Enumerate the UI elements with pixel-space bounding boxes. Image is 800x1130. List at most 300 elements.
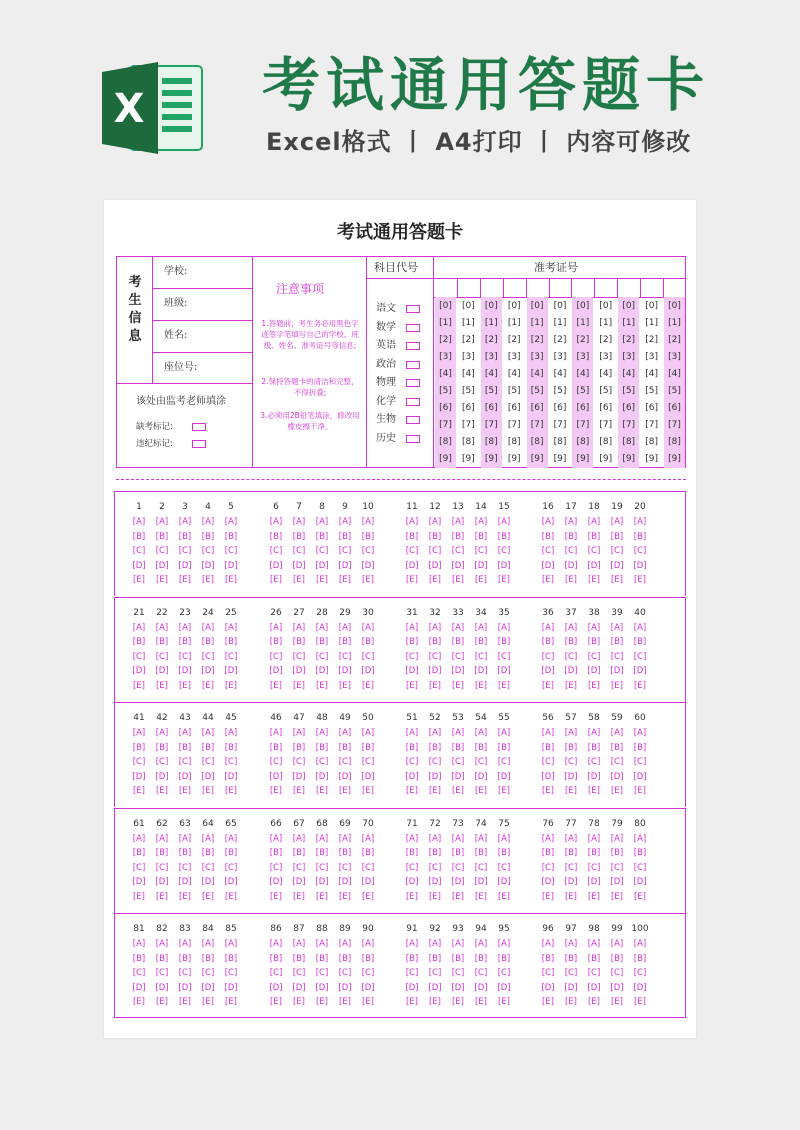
answer-option[interactable]: [D]: [541, 666, 555, 676]
answer-option[interactable]: [D]: [633, 877, 647, 887]
answer-option[interactable]: [C]: [292, 968, 306, 978]
answer-option[interactable]: [A]: [610, 517, 624, 527]
answer-option[interactable]: [E]: [224, 786, 237, 796]
answer-option[interactable]: [C]: [315, 968, 329, 978]
answer-option[interactable]: [E]: [315, 997, 328, 1007]
answer-option[interactable]: [D]: [497, 982, 511, 993]
answer-option[interactable]: [C]: [132, 546, 146, 556]
answer-option[interactable]: [A]: [201, 833, 215, 844]
answer-option[interactable]: [E]: [132, 575, 145, 585]
answer-option[interactable]: [D]: [201, 771, 215, 782]
id-digit-option[interactable]: [2]: [645, 335, 658, 345]
answer-option[interactable]: [D]: [201, 982, 215, 993]
id-digit-option[interactable]: [2]: [462, 335, 475, 345]
answer-option[interactable]: [D]: [610, 666, 624, 676]
answer-option[interactable]: [A]: [541, 517, 555, 527]
id-digit-option[interactable]: [2]: [599, 335, 613, 345]
id-digit-option[interactable]: [5]: [484, 386, 498, 396]
id-digit-option[interactable]: [1]: [645, 318, 658, 328]
id-digit-option[interactable]: [2]: [668, 335, 681, 345]
answer-option[interactable]: [A]: [201, 517, 215, 527]
answer-option[interactable]: [C]: [292, 862, 306, 873]
answer-option[interactable]: [A]: [564, 833, 578, 844]
answer-option[interactable]: [C]: [541, 546, 555, 556]
answer-option[interactable]: [B]: [132, 742, 146, 753]
answer-option[interactable]: [B]: [315, 637, 329, 647]
subject-box[interactable]: [406, 398, 420, 406]
answer-option[interactable]: [D]: [633, 560, 647, 571]
answer-option[interactable]: [D]: [497, 666, 511, 676]
answer-option[interactable]: [B]: [132, 531, 146, 542]
answer-option[interactable]: [A]: [497, 728, 511, 738]
id-digit-option[interactable]: [3]: [599, 352, 613, 362]
answer-option[interactable]: [B]: [315, 848, 329, 858]
answer-option[interactable]: [C]: [292, 757, 306, 767]
answer-option[interactable]: [E]: [201, 786, 214, 796]
answer-option[interactable]: [A]: [315, 517, 329, 527]
subject-box[interactable]: [406, 305, 420, 313]
id-digit-option[interactable]: [4]: [484, 369, 498, 379]
answer-option[interactable]: [C]: [564, 651, 578, 662]
answer-option[interactable]: [B]: [155, 848, 169, 858]
answer-option[interactable]: [A]: [315, 833, 329, 844]
answer-option[interactable]: [B]: [497, 531, 511, 542]
answer-option[interactable]: [A]: [132, 517, 146, 527]
answer-option[interactable]: [D]: [564, 666, 578, 676]
answer-option[interactable]: [B]: [564, 742, 578, 753]
answer-option[interactable]: [B]: [564, 637, 578, 647]
answer-option[interactable]: [D]: [224, 560, 238, 571]
answer-option[interactable]: [C]: [178, 757, 192, 767]
answer-option[interactable]: [A]: [132, 728, 146, 738]
answer-option[interactable]: [B]: [587, 848, 601, 858]
id-digit-option[interactable]: [5]: [668, 386, 681, 396]
id-digit-option[interactable]: [9]: [439, 454, 452, 464]
answer-option[interactable]: [D]: [610, 877, 624, 887]
answer-option[interactable]: [C]: [201, 968, 215, 978]
answer-option[interactable]: [A]: [224, 939, 238, 949]
answer-option[interactable]: [D]: [428, 560, 442, 571]
id-digit-option[interactable]: [3]: [507, 352, 521, 362]
answer-option[interactable]: [C]: [292, 651, 306, 662]
answer-option[interactable]: [B]: [132, 953, 146, 964]
answer-option[interactable]: [E]: [155, 786, 168, 796]
answer-option[interactable]: [B]: [428, 531, 442, 542]
answer-option[interactable]: [A]: [361, 833, 375, 844]
answer-option[interactable]: [E]: [224, 575, 237, 585]
answer-option[interactable]: [C]: [224, 546, 238, 556]
answer-option[interactable]: [D]: [633, 771, 647, 782]
answer-option[interactable]: [B]: [428, 637, 442, 647]
answer-option[interactable]: [C]: [224, 862, 238, 873]
id-digit-option[interactable]: [9]: [507, 454, 521, 464]
answer-option[interactable]: [D]: [633, 982, 647, 993]
answer-option[interactable]: [C]: [405, 651, 419, 662]
answer-option[interactable]: [B]: [428, 742, 442, 753]
answer-option[interactable]: [D]: [269, 771, 283, 782]
answer-option[interactable]: [D]: [178, 560, 192, 571]
answer-option[interactable]: [D]: [132, 982, 146, 993]
subject-box[interactable]: [406, 379, 420, 387]
answer-option[interactable]: [C]: [338, 862, 352, 873]
answer-option[interactable]: [A]: [315, 728, 329, 738]
answer-option[interactable]: [A]: [292, 622, 306, 633]
answer-option[interactable]: [E]: [474, 680, 487, 691]
answer-option[interactable]: [E]: [292, 891, 305, 902]
answer-option[interactable]: [D]: [405, 666, 419, 676]
id-digit-option[interactable]: [2]: [439, 335, 452, 345]
answer-option[interactable]: [B]: [269, 848, 283, 858]
answer-option[interactable]: [D]: [451, 877, 465, 887]
answer-option[interactable]: [D]: [155, 560, 169, 571]
answer-option[interactable]: [A]: [155, 622, 169, 633]
answer-option[interactable]: [E]: [292, 997, 305, 1007]
id-digit-option[interactable]: [7]: [622, 420, 636, 430]
answer-option[interactable]: [D]: [132, 771, 146, 782]
answer-option[interactable]: [E]: [564, 786, 577, 796]
answer-option[interactable]: [E]: [155, 891, 168, 902]
answer-option[interactable]: [C]: [451, 968, 465, 978]
id-digit-option[interactable]: [9]: [462, 454, 475, 464]
answer-option[interactable]: [A]: [132, 622, 146, 633]
answer-option[interactable]: [D]: [361, 771, 375, 782]
answer-option[interactable]: [D]: [292, 560, 306, 571]
answer-option[interactable]: [D]: [451, 666, 465, 676]
answer-option[interactable]: [D]: [474, 982, 488, 993]
answer-option[interactable]: [E]: [269, 680, 282, 691]
answer-option[interactable]: [D]: [269, 877, 283, 887]
answer-option[interactable]: [D]: [361, 560, 375, 571]
id-digit-option[interactable]: [0]: [599, 301, 613, 311]
id-digit-option[interactable]: [7]: [599, 420, 613, 430]
answer-option[interactable]: [A]: [541, 728, 555, 738]
answer-option[interactable]: [C]: [315, 546, 329, 556]
answer-option[interactable]: [D]: [405, 877, 419, 887]
answer-option[interactable]: [E]: [269, 575, 282, 585]
answer-option[interactable]: [A]: [451, 622, 465, 633]
answer-option[interactable]: [E]: [178, 891, 191, 902]
answer-option[interactable]: [A]: [428, 622, 442, 633]
answer-option[interactable]: [B]: [497, 637, 511, 647]
answer-option[interactable]: [A]: [474, 728, 488, 738]
answer-option[interactable]: [E]: [564, 680, 577, 691]
answer-option[interactable]: [B]: [587, 953, 601, 964]
answer-option[interactable]: [C]: [224, 968, 238, 978]
answer-option[interactable]: [C]: [132, 757, 146, 767]
answer-option[interactable]: [A]: [497, 517, 511, 527]
answer-option[interactable]: [E]: [587, 786, 600, 796]
answer-option[interactable]: [C]: [428, 968, 442, 978]
answer-option[interactable]: [B]: [224, 531, 238, 542]
answer-option[interactable]: [E]: [451, 786, 464, 796]
answer-option[interactable]: [D]: [338, 982, 352, 993]
id-digit-option[interactable]: [1]: [576, 318, 590, 328]
id-digit-option[interactable]: [6]: [507, 403, 521, 413]
answer-option[interactable]: [E]: [541, 891, 554, 902]
answer-option[interactable]: [E]: [564, 997, 577, 1007]
answer-option[interactable]: [C]: [497, 968, 511, 978]
answer-option[interactable]: [D]: [224, 771, 238, 782]
answer-option[interactable]: [A]: [610, 622, 624, 633]
answer-option[interactable]: [C]: [541, 862, 555, 873]
answer-option[interactable]: [D]: [564, 877, 578, 887]
answer-option[interactable]: [A]: [428, 833, 442, 844]
answer-option[interactable]: [B]: [338, 742, 352, 753]
answer-option[interactable]: [B]: [497, 848, 511, 858]
answer-option[interactable]: [D]: [428, 877, 442, 887]
id-digit-option[interactable]: [2]: [622, 335, 636, 345]
answer-option[interactable]: [D]: [428, 982, 442, 993]
id-digit-option[interactable]: [5]: [530, 386, 544, 396]
id-digit-option[interactable]: [5]: [507, 386, 521, 396]
answer-option[interactable]: [D]: [201, 666, 215, 676]
answer-option[interactable]: [A]: [269, 939, 283, 949]
id-digit-option[interactable]: [5]: [645, 386, 658, 396]
answer-option[interactable]: [C]: [564, 546, 578, 556]
answer-option[interactable]: [D]: [361, 877, 375, 887]
id-digit-option[interactable]: [4]: [668, 369, 681, 379]
answer-option[interactable]: [B]: [610, 848, 624, 858]
answer-option[interactable]: [E]: [451, 997, 464, 1007]
id-digit-option[interactable]: [1]: [439, 318, 452, 328]
answer-option[interactable]: [E]: [633, 997, 646, 1007]
id-digit-option[interactable]: [1]: [553, 318, 567, 328]
answer-option[interactable]: [D]: [451, 560, 465, 571]
answer-option[interactable]: [B]: [405, 742, 419, 753]
answer-option[interactable]: [C]: [451, 757, 465, 767]
answer-option[interactable]: [C]: [361, 651, 375, 662]
answer-option[interactable]: [C]: [474, 546, 488, 556]
id-digit-option[interactable]: [0]: [645, 301, 658, 311]
answer-option[interactable]: [A]: [587, 728, 601, 738]
answer-option[interactable]: [B]: [292, 742, 306, 753]
answer-option[interactable]: [E]: [315, 786, 328, 796]
answer-option[interactable]: [B]: [564, 531, 578, 542]
answer-option[interactable]: [D]: [338, 771, 352, 782]
answer-option[interactable]: [B]: [474, 953, 488, 964]
id-digit-option[interactable]: [4]: [576, 369, 590, 379]
answer-option[interactable]: [A]: [587, 939, 601, 949]
answer-option[interactable]: [A]: [269, 517, 283, 527]
answer-option[interactable]: [C]: [155, 651, 169, 662]
answer-option[interactable]: [E]: [541, 575, 554, 585]
answer-option[interactable]: [C]: [361, 862, 375, 873]
answer-option[interactable]: [C]: [315, 862, 329, 873]
answer-option[interactable]: [E]: [497, 575, 510, 585]
id-digit-option[interactable]: [1]: [530, 318, 544, 328]
answer-option[interactable]: [A]: [610, 939, 624, 949]
answer-option[interactable]: [E]: [587, 575, 600, 585]
answer-option[interactable]: [A]: [633, 517, 647, 527]
id-digit-option[interactable]: [8]: [439, 437, 452, 447]
answer-option[interactable]: [D]: [474, 666, 488, 676]
answer-option[interactable]: [B]: [541, 637, 555, 647]
answer-option[interactable]: [E]: [292, 680, 305, 691]
answer-option[interactable]: [C]: [405, 757, 419, 767]
id-digit-option[interactable]: [4]: [439, 369, 452, 379]
answer-option[interactable]: [E]: [155, 680, 168, 691]
answer-option[interactable]: [A]: [564, 728, 578, 738]
answer-option[interactable]: [E]: [405, 891, 418, 902]
answer-option[interactable]: [D]: [292, 666, 306, 676]
answer-option[interactable]: [C]: [132, 968, 146, 978]
answer-option[interactable]: [C]: [564, 862, 578, 873]
answer-option[interactable]: [B]: [405, 953, 419, 964]
answer-option[interactable]: [A]: [451, 728, 465, 738]
answer-option[interactable]: [B]: [633, 742, 647, 753]
answer-option[interactable]: [E]: [315, 891, 328, 902]
id-digit-option[interactable]: [8]: [507, 437, 521, 447]
id-digit-option[interactable]: [8]: [553, 437, 567, 447]
answer-option[interactable]: [D]: [497, 877, 511, 887]
answer-option[interactable]: [B]: [497, 742, 511, 753]
id-digit-option[interactable]: [6]: [553, 403, 567, 413]
answer-option[interactable]: [B]: [178, 637, 192, 647]
answer-option[interactable]: [C]: [132, 651, 146, 662]
answer-option[interactable]: [C]: [451, 651, 465, 662]
answer-option[interactable]: [A]: [405, 622, 419, 633]
answer-option[interactable]: [C]: [474, 862, 488, 873]
id-digit-option[interactable]: [0]: [530, 301, 544, 311]
answer-option[interactable]: [D]: [474, 877, 488, 887]
answer-option[interactable]: [B]: [201, 637, 215, 647]
answer-option[interactable]: [E]: [292, 575, 305, 585]
answer-option[interactable]: [D]: [497, 560, 511, 571]
answer-option[interactable]: [B]: [541, 531, 555, 542]
answer-option[interactable]: [D]: [292, 877, 306, 887]
answer-option[interactable]: [A]: [224, 517, 238, 527]
answer-option[interactable]: [E]: [178, 786, 191, 796]
answer-option[interactable]: [B]: [405, 637, 419, 647]
answer-option[interactable]: [A]: [405, 833, 419, 844]
answer-option[interactable]: [C]: [633, 757, 647, 767]
answer-option[interactable]: [E]: [132, 997, 145, 1007]
answer-option[interactable]: [D]: [338, 877, 352, 887]
answer-option[interactable]: [E]: [178, 997, 191, 1007]
answer-option[interactable]: [C]: [338, 757, 352, 767]
answer-option[interactable]: [A]: [610, 833, 624, 844]
answer-option[interactable]: [C]: [201, 862, 215, 873]
answer-option[interactable]: [C]: [269, 862, 283, 873]
answer-option[interactable]: [E]: [361, 786, 374, 796]
id-digit-option[interactable]: [9]: [645, 454, 658, 464]
answer-option[interactable]: [E]: [338, 997, 351, 1007]
answer-option[interactable]: [A]: [269, 728, 283, 738]
answer-option[interactable]: [B]: [633, 848, 647, 858]
answer-option[interactable]: [E]: [474, 997, 487, 1007]
id-digit-option[interactable]: [1]: [484, 318, 498, 328]
id-digit-option[interactable]: [3]: [622, 352, 636, 362]
answer-option[interactable]: [E]: [541, 997, 554, 1007]
answer-option[interactable]: [D]: [155, 877, 169, 887]
answer-option[interactable]: [A]: [292, 517, 306, 527]
answer-option[interactable]: [C]: [315, 651, 329, 662]
answer-option[interactable]: [B]: [338, 637, 352, 647]
answer-option[interactable]: [C]: [201, 651, 215, 662]
answer-option[interactable]: [E]: [201, 997, 214, 1007]
answer-option[interactable]: [C]: [155, 968, 169, 978]
answer-option[interactable]: [E]: [633, 786, 646, 796]
answer-option[interactable]: [D]: [224, 982, 238, 993]
answer-option[interactable]: [B]: [610, 742, 624, 753]
answer-option[interactable]: [B]: [541, 742, 555, 753]
answer-option[interactable]: [C]: [201, 757, 215, 767]
answer-option[interactable]: [C]: [497, 546, 511, 556]
answer-option[interactable]: [C]: [610, 968, 624, 978]
answer-option[interactable]: [C]: [633, 651, 647, 662]
answer-option[interactable]: [E]: [428, 891, 441, 902]
answer-option[interactable]: [C]: [587, 757, 601, 767]
answer-option[interactable]: [C]: [474, 651, 488, 662]
answer-option[interactable]: [D]: [474, 771, 488, 782]
answer-option[interactable]: [C]: [292, 546, 306, 556]
answer-option[interactable]: [C]: [587, 546, 601, 556]
answer-option[interactable]: [E]: [361, 575, 374, 585]
answer-option[interactable]: [D]: [315, 560, 329, 571]
answer-option[interactable]: [B]: [201, 848, 215, 858]
answer-option[interactable]: [C]: [564, 968, 578, 978]
answer-option[interactable]: [B]: [292, 953, 306, 964]
answer-option[interactable]: [E]: [132, 680, 145, 691]
answer-option[interactable]: [A]: [633, 939, 647, 949]
answer-option[interactable]: [B]: [132, 848, 146, 858]
id-digit-option[interactable]: [7]: [439, 420, 452, 430]
answer-option[interactable]: [B]: [338, 848, 352, 858]
id-digit-option[interactable]: [2]: [553, 335, 567, 345]
answer-option[interactable]: [B]: [474, 742, 488, 753]
answer-option[interactable]: [C]: [610, 651, 624, 662]
answer-option[interactable]: [A]: [178, 517, 192, 527]
answer-option[interactable]: [E]: [361, 891, 374, 902]
answer-option[interactable]: [B]: [451, 953, 465, 964]
answer-option[interactable]: [B]: [178, 742, 192, 753]
id-digit-option[interactable]: [3]: [484, 352, 498, 362]
answer-option[interactable]: [A]: [224, 728, 238, 738]
answer-option[interactable]: [C]: [338, 968, 352, 978]
answer-option[interactable]: [B]: [451, 637, 465, 647]
answer-option[interactable]: [A]: [474, 833, 488, 844]
answer-option[interactable]: [C]: [497, 757, 511, 767]
answer-option[interactable]: [B]: [338, 953, 352, 964]
answer-option[interactable]: [E]: [541, 786, 554, 796]
id-digit-option[interactable]: [6]: [462, 403, 475, 413]
answer-option[interactable]: [C]: [497, 651, 511, 662]
id-digit-option[interactable]: [6]: [668, 403, 681, 413]
answer-option[interactable]: [A]: [338, 728, 352, 738]
answer-option[interactable]: [B]: [178, 848, 192, 858]
answer-option[interactable]: [C]: [338, 651, 352, 662]
answer-option[interactable]: [A]: [497, 939, 511, 949]
answer-option[interactable]: [A]: [497, 622, 511, 633]
id-digit-option[interactable]: [8]: [576, 437, 590, 447]
answer-option[interactable]: [C]: [178, 862, 192, 873]
answer-option[interactable]: [A]: [610, 728, 624, 738]
id-digit-option[interactable]: [1]: [668, 318, 681, 328]
answer-option[interactable]: [E]: [315, 575, 328, 585]
answer-option[interactable]: [C]: [405, 546, 419, 556]
answer-option[interactable]: [A]: [269, 622, 283, 633]
answer-option[interactable]: [B]: [405, 531, 419, 542]
answer-option[interactable]: [A]: [474, 622, 488, 633]
answer-option[interactable]: [D]: [315, 982, 329, 993]
answer-option[interactable]: [B]: [269, 953, 283, 964]
answer-option[interactable]: [A]: [451, 939, 465, 949]
answer-option[interactable]: [A]: [178, 939, 192, 949]
answer-option[interactable]: [E]: [269, 786, 282, 796]
answer-option[interactable]: [C]: [633, 968, 647, 978]
answer-option[interactable]: [C]: [451, 862, 465, 873]
answer-option[interactable]: [C]: [269, 968, 283, 978]
